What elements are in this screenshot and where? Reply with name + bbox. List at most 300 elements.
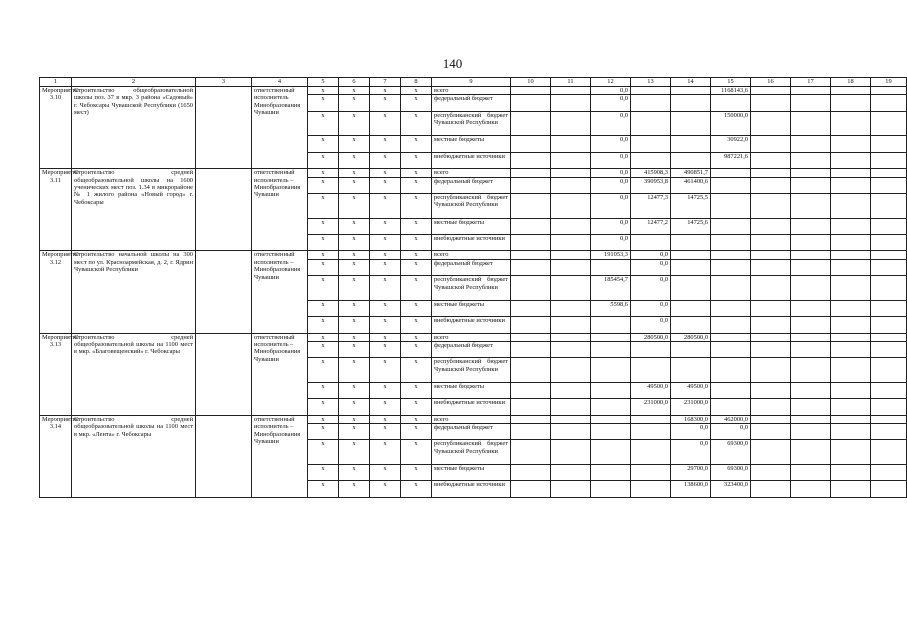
amount-cell (631, 415, 671, 423)
amount-cell (591, 341, 631, 357)
amount-cell (671, 358, 711, 383)
amount-cell (711, 276, 751, 301)
empty-year-cell (831, 465, 871, 481)
empty-year-cell (511, 111, 551, 136)
code-x-cell: x (370, 415, 401, 423)
funding-source: внебюджетные источники (432, 152, 511, 168)
code-x-cell: x (370, 251, 401, 259)
amount-cell (711, 193, 751, 218)
empty-year-cell (871, 193, 907, 218)
empty-year-cell (831, 87, 871, 95)
funding-source: местные бюджеты (432, 136, 511, 152)
empty-year-cell (551, 234, 591, 250)
empty-year-cell (871, 399, 907, 415)
empty-year-cell (551, 317, 591, 333)
empty-year-cell (511, 169, 551, 177)
amount-cell (711, 169, 751, 177)
code-x-cell: x (401, 440, 432, 465)
amount-cell: 0,0 (591, 95, 631, 111)
code-x-cell: x (339, 87, 370, 95)
column-number: 10 (511, 78, 551, 87)
code-x-cell: x (401, 300, 432, 316)
empty-year-cell (871, 111, 907, 136)
empty-year-cell (551, 424, 591, 440)
empty-year-cell (871, 87, 907, 95)
empty-year-cell (791, 95, 831, 111)
empty-year-cell (791, 415, 831, 423)
code-x-cell: x (370, 317, 401, 333)
amount-cell (631, 95, 671, 111)
code-x-cell: x (339, 193, 370, 218)
empty-year-cell (791, 399, 831, 415)
code-x-cell: x (339, 440, 370, 465)
amount-cell: 14725,6 (671, 218, 711, 234)
code-x-cell: x (339, 136, 370, 152)
empty-year-cell (831, 358, 871, 383)
amount-cell (631, 440, 671, 465)
table-row (40, 169, 907, 177)
column-number-row (40, 78, 907, 87)
empty-year-cell (551, 382, 591, 398)
column-number: 1 (40, 78, 72, 87)
amount-cell: 231000,0 (631, 399, 671, 415)
funding-source: федеральный бюджет (432, 424, 511, 440)
code-x-cell: x (339, 358, 370, 383)
amount-cell: 49500,0 (631, 382, 671, 398)
empty-year-cell (751, 424, 791, 440)
column-number: 5 (308, 78, 339, 87)
amount-cell (671, 95, 711, 111)
empty-year-cell (551, 465, 591, 481)
empty-year-cell (751, 341, 791, 357)
program-table (39, 77, 907, 498)
empty-year-cell (551, 415, 591, 423)
amount-cell: 30922,0 (711, 136, 751, 152)
code-x-cell: x (308, 341, 339, 357)
funding-source: внебюджетные источники (432, 481, 511, 497)
amount-cell: 0,0 (591, 169, 631, 177)
code-x-cell: x (308, 177, 339, 193)
amount-cell (671, 317, 711, 333)
code-x-cell: x (370, 440, 401, 465)
empty-year-cell (871, 300, 907, 316)
code-x-cell: x (370, 218, 401, 234)
code-x-cell: x (339, 317, 370, 333)
empty-year-cell (791, 169, 831, 177)
code-x-cell: x (370, 481, 401, 497)
code-x-cell: x (401, 317, 432, 333)
amount-cell (591, 465, 631, 481)
empty-year-cell (751, 440, 791, 465)
amount-cell (631, 111, 671, 136)
empty-year-cell (551, 177, 591, 193)
empty-year-cell (511, 95, 551, 111)
empty-year-cell (831, 440, 871, 465)
empty-year-cell (751, 251, 791, 259)
empty-year-cell (831, 424, 871, 440)
empty-year-cell (831, 333, 871, 341)
code-x-cell: x (308, 193, 339, 218)
measure-code: Мероприятие 3.14 (40, 415, 72, 497)
amount-cell (591, 259, 631, 275)
code-x-cell: x (339, 341, 370, 357)
code-x-cell: x (308, 136, 339, 152)
column-number: 13 (631, 78, 671, 87)
measure-name: Строительство средней общеобразовательной школы на 1600 ученических мест поз. 1.34 в микрорайоне № 1 жилого района «Новый город» г. Чебоксары (72, 169, 196, 251)
measure-executor: ответственный исполнитель Минобразования Чувашии (252, 87, 308, 169)
code-x-cell: x (308, 300, 339, 316)
amount-cell (631, 424, 671, 440)
empty-year-cell (791, 317, 831, 333)
amount-cell: 323400,0 (711, 481, 751, 497)
empty-year-cell (791, 358, 831, 383)
empty-year-cell (551, 341, 591, 357)
column-number: 14 (671, 78, 711, 87)
funding-source: федеральный бюджет (432, 95, 511, 111)
measure-name: Строительство средней общеобразовательной школы на 1100 мест в мкр. «Лента» г. Чебоксары (72, 415, 196, 497)
amount-cell (631, 481, 671, 497)
amount-cell: 1168143,6 (711, 87, 751, 95)
empty-year-cell (791, 218, 831, 234)
code-x-cell: x (401, 276, 432, 301)
empty-year-cell (751, 169, 791, 177)
column-number: 11 (551, 78, 591, 87)
code-x-cell: x (401, 424, 432, 440)
empty-year-cell (551, 300, 591, 316)
code-x-cell: x (308, 399, 339, 415)
empty-year-cell (751, 415, 791, 423)
empty-year-cell (751, 136, 791, 152)
amount-cell: 12477,2 (631, 218, 671, 234)
code-x-cell: x (401, 465, 432, 481)
code-x-cell: x (401, 341, 432, 357)
code-x-cell: x (401, 152, 432, 168)
measure-code: Мероприятие 3.10 (40, 87, 72, 169)
code-x-cell: x (339, 169, 370, 177)
amount-cell: 191053,3 (591, 251, 631, 259)
column-number: 3 (196, 78, 252, 87)
code-x-cell: x (308, 415, 339, 423)
amount-cell (711, 177, 751, 193)
amount-cell (711, 251, 751, 259)
column-number: 16 (751, 78, 791, 87)
amount-cell (671, 234, 711, 250)
empty-year-cell (551, 358, 591, 383)
empty-year-cell (831, 259, 871, 275)
funding-source: внебюджетные источники (432, 399, 511, 415)
amount-cell: 0,0 (591, 177, 631, 193)
empty-year-cell (511, 251, 551, 259)
funding-source: местные бюджеты (432, 300, 511, 316)
measure-code: Мероприятие 3.12 (40, 251, 72, 333)
code-x-cell: x (401, 169, 432, 177)
amount-cell (671, 111, 711, 136)
empty-year-cell (511, 415, 551, 423)
empty-year-cell (831, 136, 871, 152)
empty-year-cell (871, 177, 907, 193)
code-x-cell: x (401, 218, 432, 234)
code-x-cell: x (370, 465, 401, 481)
amount-cell: 0,0 (591, 234, 631, 250)
empty-year-cell (871, 276, 907, 301)
code-x-cell: x (339, 177, 370, 193)
empty-year-cell (511, 358, 551, 383)
empty-year-cell (871, 465, 907, 481)
empty-year-cell (871, 317, 907, 333)
amount-cell: 280500,0 (671, 333, 711, 341)
code-x-cell: x (339, 300, 370, 316)
empty-year-cell (551, 333, 591, 341)
funding-source: республиканский бюджет Чувашской Республики (432, 111, 511, 136)
funding-source: республиканский бюджет Чувашской Республики (432, 276, 511, 301)
amount-cell (711, 341, 751, 357)
amount-cell: 0,0 (591, 87, 631, 95)
code-x-cell: x (401, 382, 432, 398)
code-x-cell: x (401, 234, 432, 250)
code-x-cell: x (370, 87, 401, 95)
funding-source: всего (432, 415, 511, 423)
empty-year-cell (791, 341, 831, 357)
amount-cell: 462000,0 (711, 415, 751, 423)
amount-cell: 0,0 (631, 276, 671, 301)
code-x-cell: x (370, 300, 401, 316)
empty-year-cell (871, 358, 907, 383)
empty-year-cell (551, 276, 591, 301)
funding-source: республиканский бюджет Чувашской Республики (432, 440, 511, 465)
empty-year-cell (551, 218, 591, 234)
empty-year-cell (751, 358, 791, 383)
amount-cell: 0,0 (591, 136, 631, 152)
column-number: 6 (339, 78, 370, 87)
empty-year-cell (511, 87, 551, 95)
amount-cell: 69300,0 (711, 440, 751, 465)
amount-cell: 0,0 (631, 317, 671, 333)
empty-year-cell (871, 382, 907, 398)
column-3-cell (196, 333, 252, 415)
code-x-cell: x (339, 481, 370, 497)
code-x-cell: x (308, 424, 339, 440)
empty-year-cell (511, 276, 551, 301)
empty-year-cell (551, 136, 591, 152)
empty-year-cell (871, 169, 907, 177)
column-number: 9 (432, 78, 511, 87)
code-x-cell: x (401, 111, 432, 136)
code-x-cell: x (401, 95, 432, 111)
amount-cell (671, 276, 711, 301)
code-x-cell: x (370, 177, 401, 193)
code-x-cell: x (370, 136, 401, 152)
empty-year-cell (511, 481, 551, 497)
code-x-cell: x (308, 317, 339, 333)
empty-year-cell (831, 415, 871, 423)
funding-source: внебюджетные источники (432, 234, 511, 250)
code-x-cell: x (401, 333, 432, 341)
empty-year-cell (871, 415, 907, 423)
amount-cell (591, 382, 631, 398)
empty-year-cell (511, 177, 551, 193)
empty-year-cell (831, 300, 871, 316)
empty-year-cell (511, 333, 551, 341)
code-x-cell: x (339, 424, 370, 440)
amount-cell (591, 415, 631, 423)
empty-year-cell (751, 111, 791, 136)
amount-cell (671, 259, 711, 275)
empty-year-cell (831, 169, 871, 177)
empty-year-cell (831, 95, 871, 111)
amount-cell (711, 259, 751, 275)
empty-year-cell (511, 440, 551, 465)
empty-year-cell (511, 465, 551, 481)
amount-cell: 390953,8 (631, 177, 671, 193)
empty-year-cell (791, 440, 831, 465)
empty-year-cell (791, 234, 831, 250)
empty-year-cell (791, 481, 831, 497)
code-x-cell: x (339, 152, 370, 168)
amount-cell: 150000,0 (711, 111, 751, 136)
empty-year-cell (551, 169, 591, 177)
empty-year-cell (871, 234, 907, 250)
amount-cell (711, 399, 751, 415)
column-number: 8 (401, 78, 432, 87)
empty-year-cell (751, 399, 791, 415)
column-number: 19 (871, 78, 907, 87)
code-x-cell: x (308, 111, 339, 136)
code-x-cell: x (339, 276, 370, 301)
amount-cell: 185454,7 (591, 276, 631, 301)
empty-year-cell (831, 399, 871, 415)
funding-source: федеральный бюджет (432, 259, 511, 275)
code-x-cell: x (370, 234, 401, 250)
empty-year-cell (511, 341, 551, 357)
empty-year-cell (791, 465, 831, 481)
amount-cell: 0,0 (591, 193, 631, 218)
amount-cell: 0,0 (591, 218, 631, 234)
amount-cell (711, 382, 751, 398)
empty-year-cell (511, 399, 551, 415)
column-number: 2 (72, 78, 196, 87)
empty-year-cell (871, 424, 907, 440)
amount-cell (711, 333, 751, 341)
column-number: 17 (791, 78, 831, 87)
empty-year-cell (831, 234, 871, 250)
amount-cell: 0,0 (631, 259, 671, 275)
code-x-cell: x (339, 234, 370, 250)
amount-cell (631, 358, 671, 383)
funding-source: всего (432, 333, 511, 341)
code-x-cell: x (370, 333, 401, 341)
funding-source: всего (432, 87, 511, 95)
empty-year-cell (511, 259, 551, 275)
empty-year-cell (751, 481, 791, 497)
empty-year-cell (831, 111, 871, 136)
empty-year-cell (831, 382, 871, 398)
column-number: 12 (591, 78, 631, 87)
empty-year-cell (751, 465, 791, 481)
funding-source: всего (432, 169, 511, 177)
code-x-cell: x (370, 276, 401, 301)
amount-cell (631, 87, 671, 95)
amount-cell (671, 300, 711, 316)
empty-year-cell (831, 177, 871, 193)
amount-cell: 0,0 (671, 424, 711, 440)
amount-cell (631, 136, 671, 152)
code-x-cell: x (308, 152, 339, 168)
amount-cell (591, 424, 631, 440)
column-number: 18 (831, 78, 871, 87)
empty-year-cell (831, 152, 871, 168)
code-x-cell: x (370, 424, 401, 440)
empty-year-cell (551, 95, 591, 111)
amount-cell (711, 95, 751, 111)
measure-code: Мероприятие 3.11 (40, 169, 72, 251)
empty-year-cell (751, 218, 791, 234)
empty-year-cell (511, 424, 551, 440)
table-row (40, 251, 907, 259)
amount-cell: 0,0 (591, 111, 631, 136)
measure-executor: ответственный исполнитель – Минобразования Чувашии (252, 251, 308, 333)
code-x-cell: x (308, 358, 339, 383)
code-x-cell: x (370, 341, 401, 357)
code-x-cell: x (339, 95, 370, 111)
empty-year-cell (871, 440, 907, 465)
amount-cell: 0,0 (711, 424, 751, 440)
amount-cell (711, 234, 751, 250)
amount-cell (591, 440, 631, 465)
amount-cell (671, 341, 711, 357)
empty-year-cell (551, 111, 591, 136)
code-x-cell: x (339, 415, 370, 423)
amount-cell (711, 358, 751, 383)
column-number: 15 (711, 78, 751, 87)
code-x-cell: x (308, 382, 339, 398)
code-x-cell: x (401, 358, 432, 383)
amount-cell: 168300,0 (671, 415, 711, 423)
empty-year-cell (831, 276, 871, 301)
empty-year-cell (511, 382, 551, 398)
empty-year-cell (791, 136, 831, 152)
code-x-cell: x (339, 465, 370, 481)
amount-cell (711, 300, 751, 316)
code-x-cell: x (370, 169, 401, 177)
amount-cell: 0,0 (631, 251, 671, 259)
empty-year-cell (551, 440, 591, 465)
empty-year-cell (791, 333, 831, 341)
empty-year-cell (551, 87, 591, 95)
page-number: 140 (442, 56, 463, 71)
code-x-cell: x (401, 399, 432, 415)
amount-cell (591, 399, 631, 415)
code-x-cell: x (370, 111, 401, 136)
funding-source: внебюджетные источники (432, 317, 511, 333)
amount-cell: 490851,7 (671, 169, 711, 177)
code-x-cell: x (339, 333, 370, 341)
amount-cell: 0,0 (631, 300, 671, 316)
column-number: 7 (370, 78, 401, 87)
amount-cell (591, 358, 631, 383)
funding-source: федеральный бюджет (432, 341, 511, 357)
empty-year-cell (551, 251, 591, 259)
empty-year-cell (871, 259, 907, 275)
empty-year-cell (791, 424, 831, 440)
empty-year-cell (551, 193, 591, 218)
code-x-cell: x (339, 382, 370, 398)
amount-cell (711, 218, 751, 234)
empty-year-cell (511, 300, 551, 316)
amount-cell: 69300,0 (711, 465, 751, 481)
funding-source: местные бюджеты (432, 465, 511, 481)
amount-cell (591, 333, 631, 341)
code-x-cell: x (370, 193, 401, 218)
